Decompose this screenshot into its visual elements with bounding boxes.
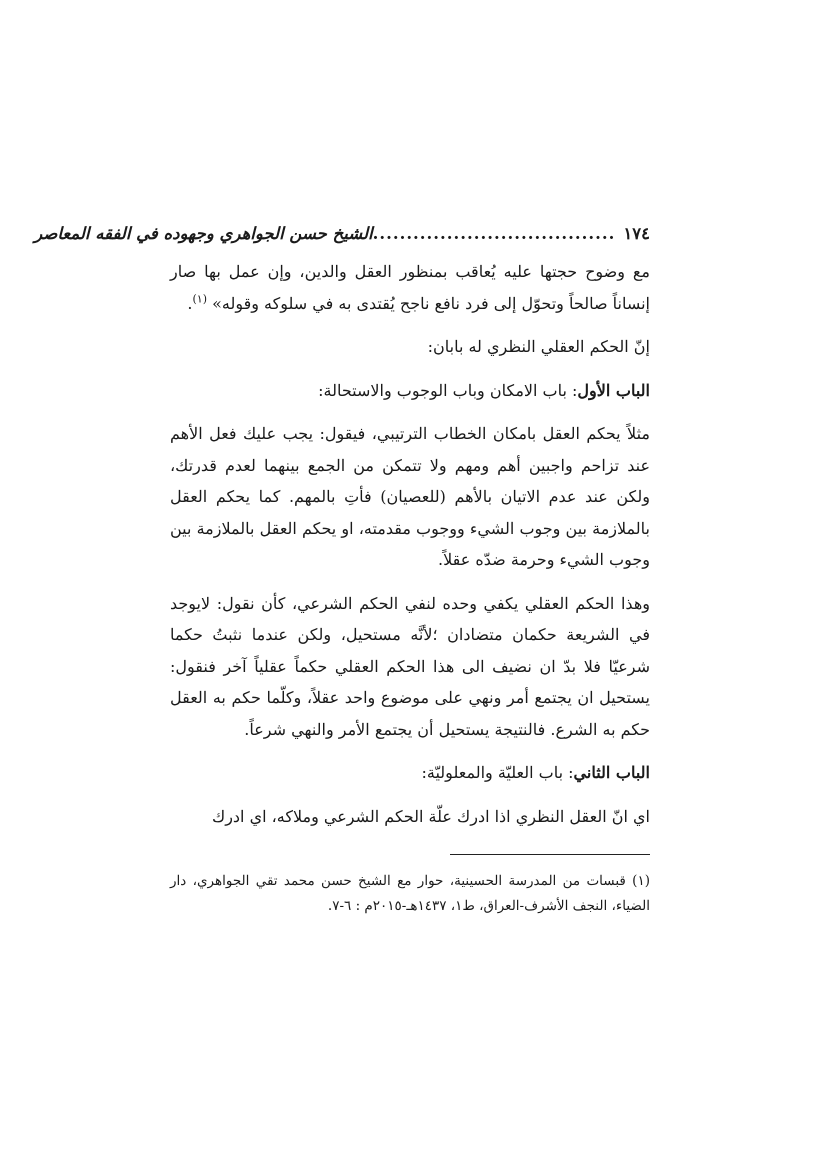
footnote-divider	[450, 854, 650, 855]
paragraph-1-text: مع وضوح حجتها عليه يُعاقب بمنظور العقل والدين، وإن عمل بها صار إنساناً صالحاً وتحوّل إلى فرد نافع ناجح يُقتدى به في سلوكه وقوله»	[170, 262, 650, 313]
section-heading-second	[170, 757, 650, 789]
section-heading-first	[170, 375, 650, 407]
section-heading-first-label: الباب الأول	[577, 380, 650, 400]
paragraph-5: وهذا الحكم العقلي يكفي وحده لنفي الحكم الشرعي، كأن نقول: لايوجد في الشريعة حكمان متضادان ؛لأنَّه مستحيل، ولكن عندما نثبتُ حكما شرعيّا فلا بدّ ان نضيف الى هذا الحكم العقلي حكماً عقلياً آخر فنقول: يستحيل ان يجتمع أمر ونهي على موضوع واحد عقلاً، وكلّما حكم به العقل حكم به الشرع. فالنتيجة يستحيل أن يجتمع الأمر والنهي شرعاً.	[170, 593, 651, 739]
page-number: ١٧٤	[623, 224, 650, 243]
paragraph-1	[170, 256, 650, 319]
section-heading-second-label: الباب الثاني	[573, 763, 650, 782]
section-heading-second-text: : باب العليّة والمعلوليّة:	[421, 763, 574, 782]
section-heading-first-text: : باب الامكان وباب الوجوب والاستحالة:	[318, 380, 578, 400]
running-header	[34, 222, 650, 246]
paragraph-4: مثلاً يحكم العقل بامكان الخطاب الترتيبي، فيقول: يجب عليك فعل الأهم عند تزاحم واجبين أهم ومهم ولا تتمكن من الجمع بينهما لعدم قدرتك، ولكن عند عدم الاتيان بالأهم (للعصيان) فأتِ بالمهم. كما يحكم العقل بالملازمة بين وجوب الشيء ووجوب مقدمته، او يحكم العقل بالملازمة بين وجوب الشيء وحرمة ضدّه عقلاً.	[170, 424, 650, 569]
paragraph-7: اي انّ العقل النظري اذا ادرك علّة الحكم الشرعي وملاكه، اي ادرك	[212, 806, 650, 826]
paragraph-2: إنّ الحكم العقلي النظري له بابان:	[427, 337, 650, 356]
page-body	[34, 222, 651, 919]
paragraph-1-end: .	[187, 293, 193, 313]
running-title: الشيخ حسن الجواهري وجهوده في الفقه المعاصر	[34, 224, 373, 243]
footnote-reference: (١)	[192, 292, 207, 306]
footnote: (١) قبسات من المدرسة الحسينية، حوار مع الشيخ حسن محمد تقي الجواهري، دار الضياء، النجف الأشرف-العراق، ط١، ١٤٣٧هـ-٢٠١٥م : ٦-٧.	[170, 873, 650, 914]
header-dots: ....................................	[372, 224, 616, 243]
